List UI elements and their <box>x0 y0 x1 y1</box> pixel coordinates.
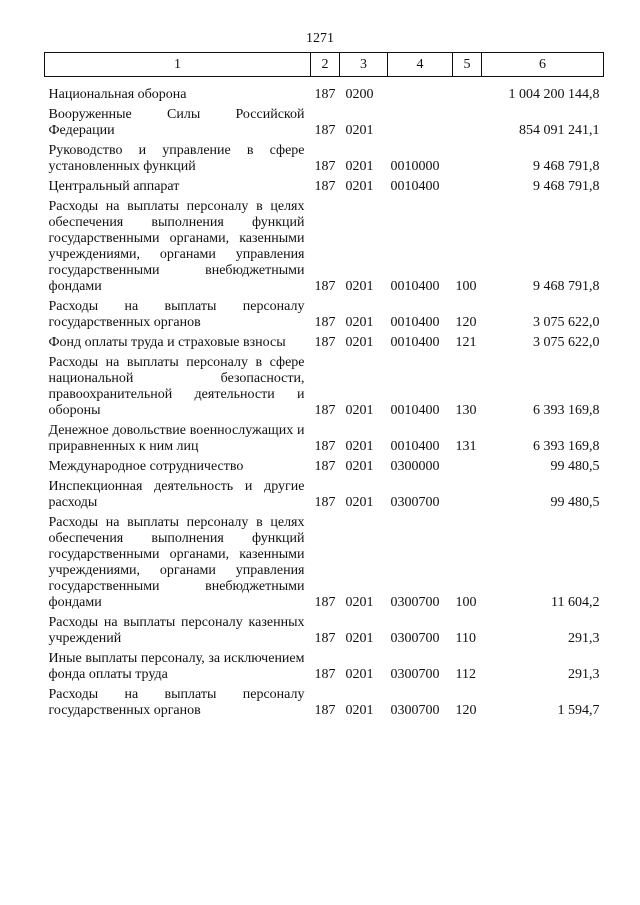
row-ved-code: 187 <box>314 279 336 294</box>
row-expense-type <box>453 139 482 175</box>
header-row <box>45 53 604 77</box>
row-ved-code: 187 <box>314 459 336 474</box>
table-row <box>45 195 604 295</box>
row-ved-code: 187 <box>314 123 336 138</box>
header-col-2: 2 <box>311 53 340 77</box>
row-expense-type <box>453 455 482 475</box>
row-section-code: 0201 <box>345 459 374 474</box>
row-amount: 99 480,5 <box>550 495 600 510</box>
row-ved-code: 187 <box>314 703 336 718</box>
row-ved-code: 187 <box>314 667 336 682</box>
row-amount: 9 468 791,8 <box>533 159 600 174</box>
table-body <box>45 77 604 720</box>
header-col-3: 3 <box>340 53 388 77</box>
row-name: Расходы на выплаты персоналу казенных учреждений <box>48 615 305 646</box>
row-target-code: 0010400 <box>390 439 440 454</box>
row-ved-code: 187 <box>314 179 336 194</box>
row-target-code: 0010400 <box>390 279 440 294</box>
table-header <box>45 53 604 77</box>
row-expense-type <box>453 475 482 511</box>
page-number: 1271 <box>306 31 334 46</box>
row-amount: 1 004 200 144,8 <box>508 87 600 102</box>
row-expense-type: 100 <box>455 595 477 610</box>
row-target-code: 0300700 <box>390 703 440 718</box>
row-expense-type: 100 <box>455 279 477 294</box>
table-row <box>45 611 604 647</box>
row-name: Расходы на выплаты персоналу государственных органов <box>48 299 305 330</box>
row-expense-type: 120 <box>455 315 477 330</box>
row-target-code: 0300700 <box>390 667 440 682</box>
row-name: Расходы на выплаты персоналу в сфере национальной безопасности, правоохранительной деятельности и обороны <box>48 355 305 418</box>
row-ved-code: 187 <box>314 403 336 418</box>
row-expense-type: 120 <box>455 703 477 718</box>
row-amount: 3 075 622,0 <box>533 315 600 330</box>
row-name: Иные выплаты персоналу, за исключением фонда оплаты труда <box>48 651 305 682</box>
table-row <box>45 351 604 419</box>
row-amount: 6 393 169,8 <box>533 439 600 454</box>
row-section-code: 0201 <box>345 667 374 682</box>
row-ved-code: 187 <box>314 495 336 510</box>
row-name: Расходы на выплаты персоналу в целях обеспечения выполнения функций государственными органами, казенными учреждениями, органами управления государственными внебюджетными фондами <box>48 199 305 294</box>
row-expense-type: 110 <box>455 631 476 646</box>
row-ved-code: 187 <box>314 335 336 350</box>
row-name: Руководство и управление в сфере установленных функций <box>48 143 305 174</box>
table-row <box>45 175 604 195</box>
row-expense-type: 112 <box>455 667 476 682</box>
row-target-code: 0010400 <box>390 335 440 350</box>
row-amount: 291,3 <box>568 631 600 646</box>
row-name: Фонд оплаты труда и страховые взносы <box>48 335 286 350</box>
row-target-code: 0010000 <box>390 159 440 174</box>
header-col-5: 5 <box>453 53 482 77</box>
budget-table <box>44 52 604 719</box>
table-row <box>45 455 604 475</box>
table-row <box>45 139 604 175</box>
row-section-code: 0201 <box>345 439 374 454</box>
row-section-code: 0201 <box>345 279 374 294</box>
row-expense-type <box>453 77 482 104</box>
row-amount: 9 468 791,8 <box>533 279 600 294</box>
header-col-1: 1 <box>45 53 311 77</box>
row-section-code: 0201 <box>345 631 374 646</box>
header-col-4: 4 <box>388 53 453 77</box>
row-ved-code: 187 <box>314 439 336 454</box>
table-row <box>45 331 604 351</box>
table-row <box>45 647 604 683</box>
row-name: Вооруженные Силы Российской Федерации <box>48 107 305 138</box>
row-ved-code: 187 <box>314 595 336 610</box>
row-name: Инспекционная деятельность и другие расходы <box>48 479 305 510</box>
row-section-code: 0201 <box>345 335 374 350</box>
row-ved-code: 187 <box>314 631 336 646</box>
table-row <box>45 103 604 139</box>
row-amount: 291,3 <box>568 667 600 682</box>
row-section-code: 0200 <box>345 87 374 102</box>
table-row <box>45 295 604 331</box>
row-amount: 11 604,2 <box>551 595 600 610</box>
table-row <box>45 475 604 511</box>
row-expense-type: 130 <box>455 403 477 418</box>
row-expense-type <box>453 103 482 139</box>
row-target-code: 0010400 <box>390 403 440 418</box>
row-target-code <box>388 77 453 104</box>
row-section-code: 0201 <box>345 703 374 718</box>
row-ved-code: 187 <box>314 315 336 330</box>
header-col-6: 6 <box>482 53 604 77</box>
row-name: Расходы на выплаты персоналу в целях обеспечения выполнения функций государственными органами, казенными учреждениями, органами управления государственными внебюджетными фондами <box>48 515 305 610</box>
row-name: Расходы на выплаты персоналу государственных органов <box>48 687 305 718</box>
row-amount: 9 468 791,8 <box>533 179 600 194</box>
row-target-code: 0300700 <box>390 631 440 646</box>
row-target-code: 0010400 <box>390 315 440 330</box>
row-section-code: 0201 <box>345 595 374 610</box>
table-row <box>45 511 604 611</box>
row-amount: 6 393 169,8 <box>533 403 600 418</box>
row-name: Центральный аппарат <box>48 179 180 194</box>
row-amount: 854 091 241,1 <box>519 123 600 138</box>
row-target-code: 0300000 <box>390 459 440 474</box>
row-expense-type: 131 <box>455 439 477 454</box>
row-ved-code: 187 <box>314 159 336 174</box>
row-section-code: 0201 <box>345 495 374 510</box>
table-row <box>45 77 604 104</box>
row-target-code: 0300700 <box>390 595 440 610</box>
row-amount: 99 480,5 <box>550 459 600 474</box>
row-section-code: 0201 <box>345 179 374 194</box>
row-expense-type <box>453 175 482 195</box>
table-row <box>45 419 604 455</box>
row-name: Национальная оборона <box>48 87 187 102</box>
row-ved-code: 187 <box>314 87 336 102</box>
row-name: Международное сотрудничество <box>48 459 244 474</box>
table-row <box>45 683 604 719</box>
row-section-code: 0201 <box>345 123 374 138</box>
row-amount: 1 594,7 <box>557 703 600 718</box>
row-name: Денежное довольствие военнослужащих и приравненных к ним лиц <box>48 423 305 454</box>
row-section-code: 0201 <box>345 403 374 418</box>
row-section-code: 0201 <box>345 315 374 330</box>
row-target-code <box>388 103 453 139</box>
row-target-code: 0010400 <box>390 179 440 194</box>
row-target-code: 0300700 <box>390 495 440 510</box>
row-amount: 3 075 622,0 <box>533 335 600 350</box>
row-section-code: 0201 <box>345 159 374 174</box>
row-expense-type: 121 <box>455 335 477 350</box>
